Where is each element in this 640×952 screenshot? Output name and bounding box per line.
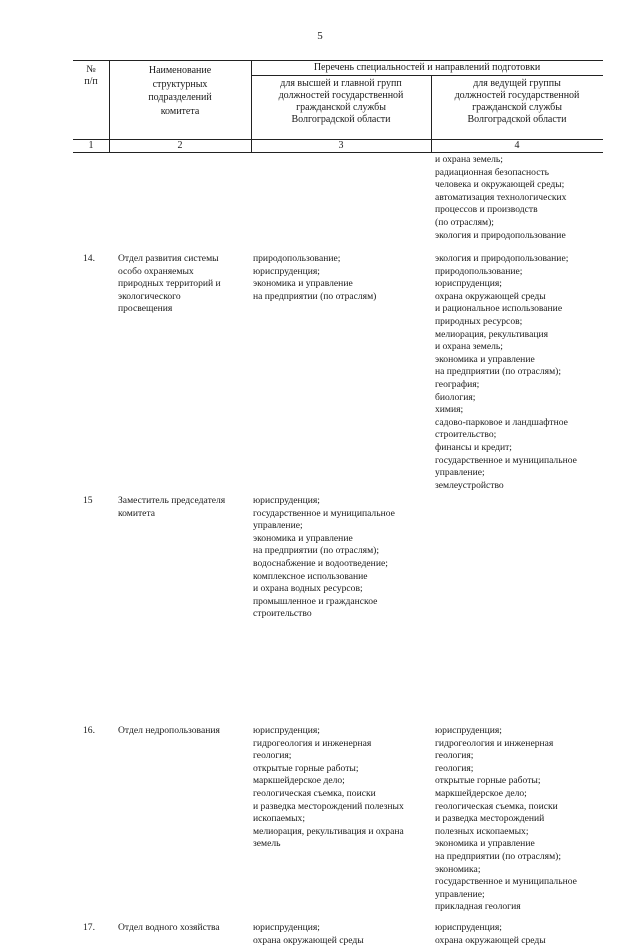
- lead-group-specialties-line: и охрана земель;: [435, 154, 503, 165]
- senior-group-specialties: [253, 253, 428, 303]
- senior-group-specialties-line: экономика и управление: [253, 278, 353, 290]
- lead-group-specialties-line: экономика;: [435, 863, 481, 875]
- lead-group-specialties-line: маркшейдерское дело;: [435, 787, 527, 799]
- department-name-line: просвещения: [118, 303, 173, 315]
- row-number: 15: [83, 495, 93, 506]
- lead-group-specialties-line: биология;: [435, 391, 476, 403]
- header-col2-line: структурных: [152, 78, 208, 90]
- header-col3-line: должностей государственной: [278, 90, 404, 101]
- lead-group-specialties: [435, 725, 603, 914]
- senior-group-specialties-line: промышленное и гражданское: [253, 595, 378, 607]
- specialties-table: [73, 60, 603, 946]
- senior-group-specialties-line: на предприятии (по отраслям): [253, 290, 377, 302]
- lead-group-specialties-line: процессов и производств: [435, 204, 538, 216]
- department-name-line: комитета: [118, 507, 156, 519]
- senior-group-specialties: [253, 922, 428, 947]
- lead-group-specialties-line: охрана окружающей среды: [435, 934, 546, 946]
- header-col1-line: п/п: [84, 76, 98, 87]
- lead-group-specialties-line: финансы и кредит;: [435, 441, 512, 453]
- header-number-1: 1: [88, 140, 94, 151]
- department-name-line: природных территорий и: [118, 278, 221, 290]
- lead-group-specialties-line: экология и природопользование;: [435, 253, 569, 264]
- table-header: [73, 60, 603, 153]
- lead-group-specialties-line: охрана окружающей среды: [435, 290, 546, 302]
- senior-group-specialties-line: государственное и муниципальное: [253, 507, 395, 519]
- department-name: [118, 253, 248, 316]
- lead-group-specialties-line: юриспруденция;: [435, 278, 502, 290]
- lead-group-specialties: [435, 154, 603, 242]
- lead-group-specialties-line: на предприятии (по отраслям);: [435, 850, 562, 862]
- lead-group-specialties: [435, 922, 603, 947]
- senior-group-specialties-line: геологическая съемка, поиски: [253, 787, 376, 799]
- lead-group-specialties-line: природопользование;: [435, 265, 523, 277]
- header-col1: [73, 64, 109, 88]
- lead-group-specialties-line: открытые горные работы;: [435, 775, 541, 787]
- senior-group-specialties-line: управление;: [253, 520, 303, 532]
- lead-group-specialties-line: автоматизация технологических: [435, 191, 567, 203]
- lead-group-specialties-line: и рациональное использование: [435, 303, 563, 315]
- header-col3: [251, 78, 431, 126]
- senior-group-specialties-line: юриспруденция;: [253, 922, 320, 933]
- header-col3-line: гражданской службы: [296, 102, 386, 113]
- lead-group-specialties-line: садово-парковое и ландшафтное: [435, 416, 568, 428]
- lead-group-specialties-line: экономика и управление: [435, 353, 535, 365]
- header-col2-line: подразделений: [148, 92, 212, 103]
- senior-group-specialties-line: земель: [253, 838, 281, 850]
- senior-group-specialties-line: строительство: [253, 608, 312, 620]
- lead-group-specialties-line: гидрогеология и инженерная: [435, 737, 554, 749]
- senior-group-specialties-line: и разведка месторождений полезных: [253, 800, 404, 812]
- senior-group-specialties-line: гидрогеология и инженерная: [253, 737, 372, 749]
- lead-group-specialties-line: геология;: [435, 762, 474, 774]
- lead-group-specialties: [435, 253, 603, 492]
- lead-group-specialties-line: география;: [435, 378, 480, 390]
- header-col4-line: гражданской службы: [472, 102, 562, 113]
- lead-group-specialties-line: юриспруденция;: [435, 922, 502, 933]
- lead-group-specialties-line: государственное и муниципальное: [435, 454, 577, 466]
- department-name-line: Отдел водного хозяйства: [118, 922, 220, 933]
- senior-group-specialties-line: на предприятии (по отраслям);: [253, 545, 380, 557]
- lead-group-specialties-line: и разведка месторождений: [435, 813, 545, 825]
- lead-group-specialties-line: экономика и управление: [435, 838, 535, 850]
- lead-group-specialties-line: юриспруденция;: [435, 725, 502, 736]
- senior-group-specialties-line: комплексное использование: [253, 570, 368, 582]
- header-group-title: Перечень специальностей и направлений подготовки: [313, 62, 541, 73]
- row-number: 16.: [83, 725, 95, 736]
- senior-group-specialties-line: и охрана водных ресурсов;: [253, 583, 363, 595]
- table-row: [73, 922, 603, 952]
- department-name-line: Заместитель председателя: [118, 495, 226, 506]
- lead-group-specialties-line: экология и природопользование: [435, 229, 566, 241]
- lead-group-specialties-line: управление;: [435, 888, 485, 900]
- senior-group-specialties-line: юриспруденция;: [253, 265, 320, 277]
- lead-group-specialties-line: строительство;: [435, 429, 497, 441]
- table-row: [73, 725, 603, 922]
- header-col2: [109, 64, 251, 118]
- lead-group-specialties-line: землеустройство: [435, 479, 504, 491]
- department-name: [118, 922, 248, 935]
- senior-group-specialties-line: юриспруденция;: [253, 495, 320, 506]
- lead-group-specialties-line: природных ресурсов;: [435, 315, 523, 327]
- department-name: [118, 725, 248, 738]
- header-col4: [431, 78, 603, 126]
- table-row: [73, 253, 603, 495]
- lead-group-specialties-line: управление;: [435, 467, 485, 479]
- department-name-line: Отдел развития системы: [118, 253, 219, 264]
- lead-group-specialties-line: (по отраслям);: [435, 216, 494, 228]
- lead-group-specialties-line: государственное и муниципальное: [435, 876, 577, 888]
- header-col2-line: Наименование: [148, 65, 212, 76]
- row-number: 17.: [83, 922, 95, 933]
- senior-group-specialties-line: ископаемых;: [253, 813, 305, 825]
- department-name-line: экологического: [118, 290, 181, 302]
- lead-group-specialties-line: химия;: [435, 404, 464, 416]
- page-number: 5: [317, 30, 323, 42]
- lead-group-specialties-line: мелиорация, рекультивация: [435, 328, 549, 340]
- header-number-3: 3: [338, 140, 344, 151]
- table-row: [73, 495, 603, 725]
- header-col4-line: для ведущей группы: [473, 78, 561, 89]
- lead-group-specialties-line: геологическая съемка, поиски: [435, 800, 558, 812]
- senior-group-specialties-line: водоснабжение и водоотведение;: [253, 557, 388, 569]
- lead-group-specialties-line: прикладная геология: [435, 901, 521, 913]
- header-number-2: 2: [177, 140, 183, 151]
- table-row: [73, 154, 603, 253]
- senior-group-specialties-line: природопользование;: [253, 253, 341, 264]
- department-name-line: Отдел недропользования: [118, 725, 220, 736]
- lead-group-specialties-line: геология;: [435, 750, 474, 762]
- department-name-line: особо охраняемых: [118, 265, 194, 277]
- senior-group-specialties-line: маркшейдерское дело;: [253, 775, 345, 787]
- lead-group-specialties-line: полезных ископаемых;: [435, 825, 529, 837]
- senior-group-specialties: [253, 725, 428, 851]
- department-name: [118, 495, 248, 520]
- header-col4-line: Волгоградской области: [467, 114, 567, 125]
- lead-group-specialties-line: и охрана земель;: [435, 341, 503, 353]
- senior-group-specialties-line: геология;: [253, 750, 292, 762]
- senior-group-specialties-line: юриспруденция;: [253, 725, 320, 736]
- senior-group-specialties-line: охрана окружающей среды: [253, 934, 364, 946]
- header-col4-line: должностей государственной: [454, 90, 580, 101]
- senior-group-specialties: [253, 495, 428, 621]
- lead-group-specialties-line: радиационная безопасность: [435, 166, 550, 178]
- senior-group-specialties-line: экономика и управление: [253, 532, 353, 544]
- lead-group-specialties-line: на предприятии (по отраслям);: [435, 366, 562, 378]
- row-number: 14.: [83, 253, 95, 264]
- header-number-4: 4: [514, 140, 520, 151]
- header-col2-line: комитета: [160, 105, 200, 117]
- header-col3-line: Волгоградской области: [291, 114, 391, 125]
- header-col3-line: для высшей и главной групп: [280, 78, 402, 89]
- senior-group-specialties-line: открытые горные работы;: [253, 762, 359, 774]
- senior-group-specialties-line: мелиорация, рекультивация и охрана: [253, 825, 404, 837]
- header-col1-line: №: [86, 64, 96, 75]
- lead-group-specialties-line: человека и окружающей среды;: [435, 179, 565, 191]
